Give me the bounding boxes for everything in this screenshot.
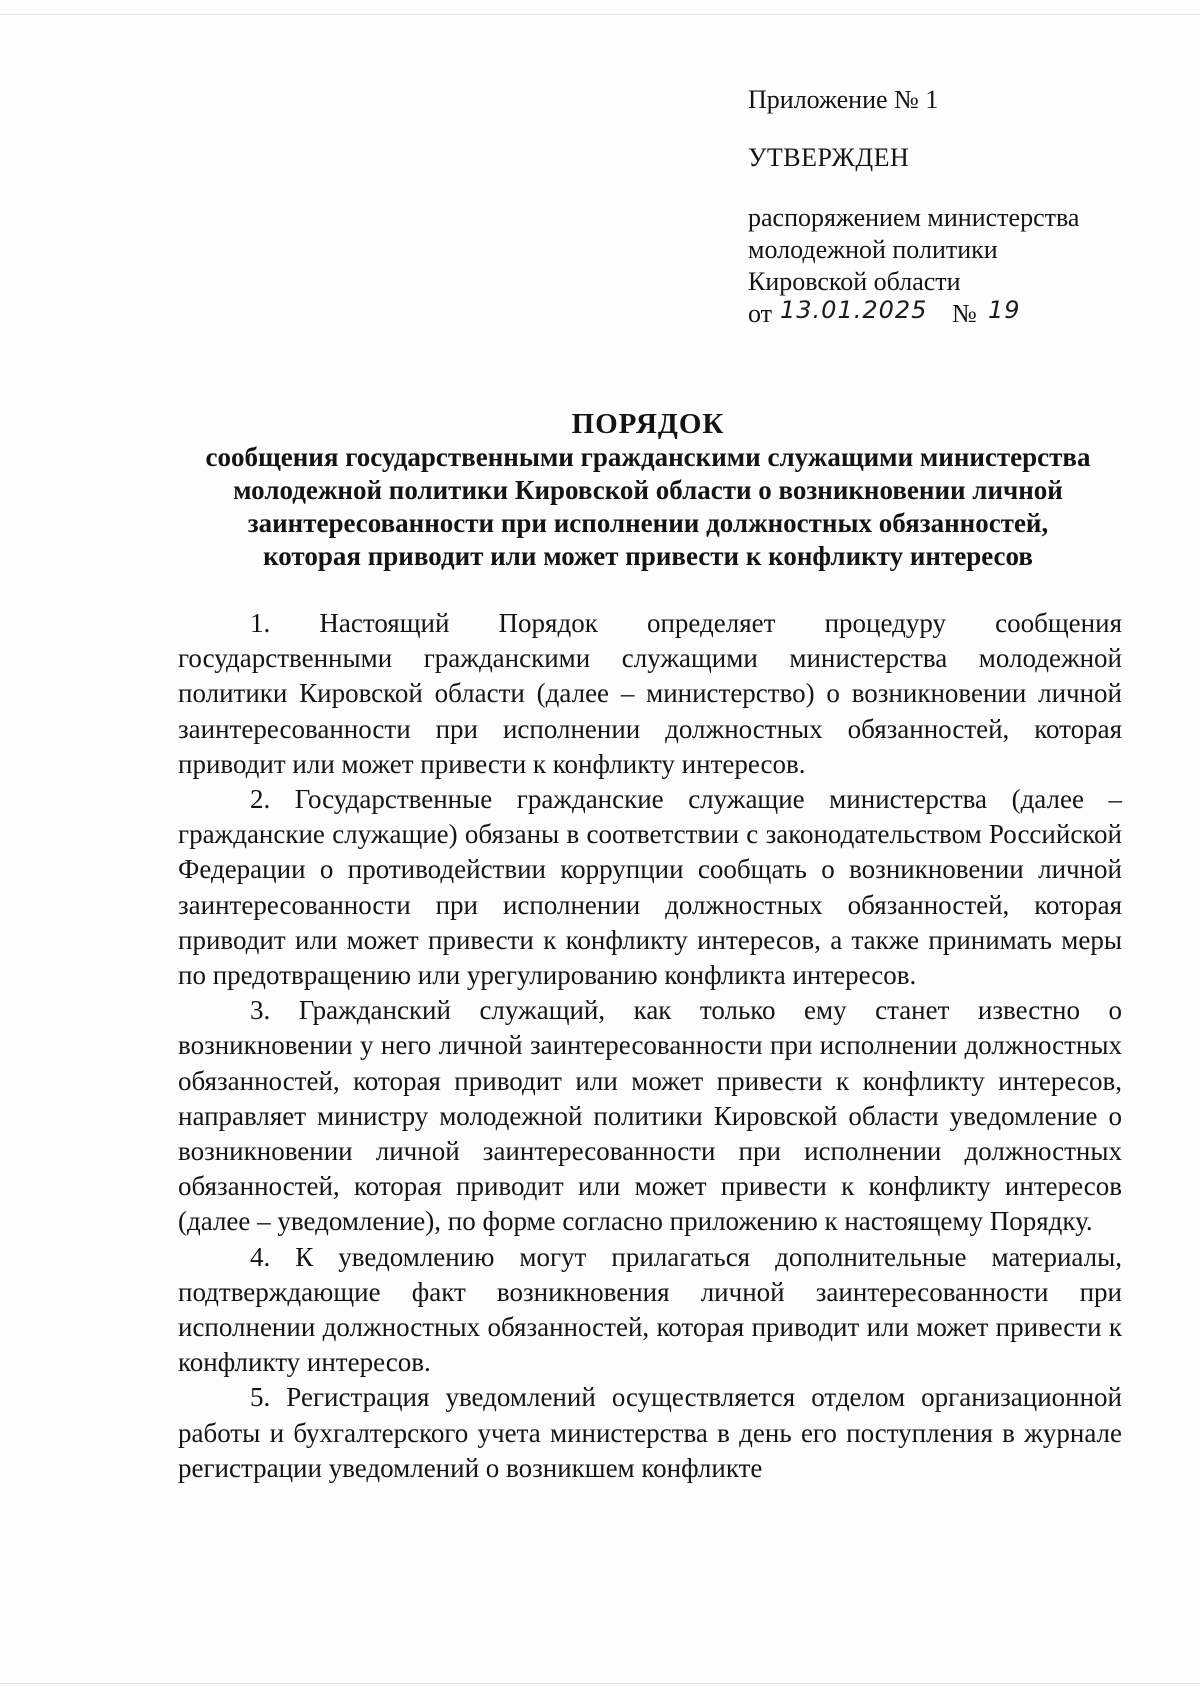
scan-edge-bottom (0, 1683, 1200, 1684)
heading-line-4: которая приводит или может привести к конфликту интересов (263, 541, 1033, 571)
appendix-label: Приложение № 1 (748, 85, 939, 114)
heading-line-3: заинтересованности при исполнении должностных обязанностей, (247, 508, 1049, 538)
handwritten-date: 13.01.2025 (780, 296, 928, 324)
approval-block (748, 84, 1168, 332)
scan-edge-top (0, 14, 1200, 15)
heading-line-2: молодежной политики Кировской области о возникновении личной (233, 475, 1063, 505)
paragraph-5: 5. Регистрация уведомлений осуществляется отделом организационной работы и бухгалтерского учета министерства в день его поступления в журнале регистрации уведомлений о возникшем конфликте (178, 1382, 1122, 1483)
document-title: ПОРЯДОК (571, 408, 725, 440)
paragraph-2: 2. Государственные гражданские служащие министерства (далее – гражданские служащие) обязаны в соответствии с законодательством Российской Федерации о противодействии коррупции сообщать о возникновении личной заинтересованности при исполнении должностных обязанностей, которая приводит или может привести к конфликту интересов, а также принимать меры по предотвращению или урегулированию конфликта интересов. (178, 784, 1122, 991)
heading-line-1: сообщения государственными гражданскими служащими министерства (205, 442, 1091, 472)
approval-line-2: молодежной политики (748, 235, 998, 264)
paragraph-3: 3. Гражданский служащий, как только ему станет известно о возникновении у него личной заинтересованности при исполнении должностных обязанностей, которая приводит или может привести к конфликту интересов, направляет министру молодежной политики Кировской области уведомление о возникновении личной заинтересованности при исполнении должностных обязанностей, которая приводит или может привести к конфликту интересов (далее – уведомление), по форме согласно приложению к настоящему Порядку. (178, 995, 1122, 1237)
document-heading (150, 408, 1146, 573)
number-prefix: № (952, 299, 977, 328)
approval-line-3: Кировской области (748, 267, 961, 296)
approved-label: УТВЕРЖДЕН (748, 143, 910, 172)
paragraph-4: 4. К уведомлению могут прилагаться дополнительные материалы, подтверждающие факт возникновения личной заинтересованности при исполнении должностных обязанностей, которая приводит или может привести к конфликту интересов. (178, 1241, 1122, 1378)
document-body (178, 606, 1122, 1486)
approval-line-1: распоряжением министерства (748, 203, 1080, 232)
approval-authority (748, 202, 1168, 332)
approval-date-line (748, 298, 1168, 332)
paragraph-1: 1. Настоящий Порядок определяет процедуру сообщения государственными гражданскими служащими министерства молодежной политики Кировской области (далее – министерство) о возникновении личной заинтересованности при исполнении должностных обязанностей, которая приводит или может привести к конфликту интересов. (178, 608, 1122, 779)
date-prefix: от (748, 299, 773, 328)
handwritten-number: 19 (988, 296, 1021, 324)
